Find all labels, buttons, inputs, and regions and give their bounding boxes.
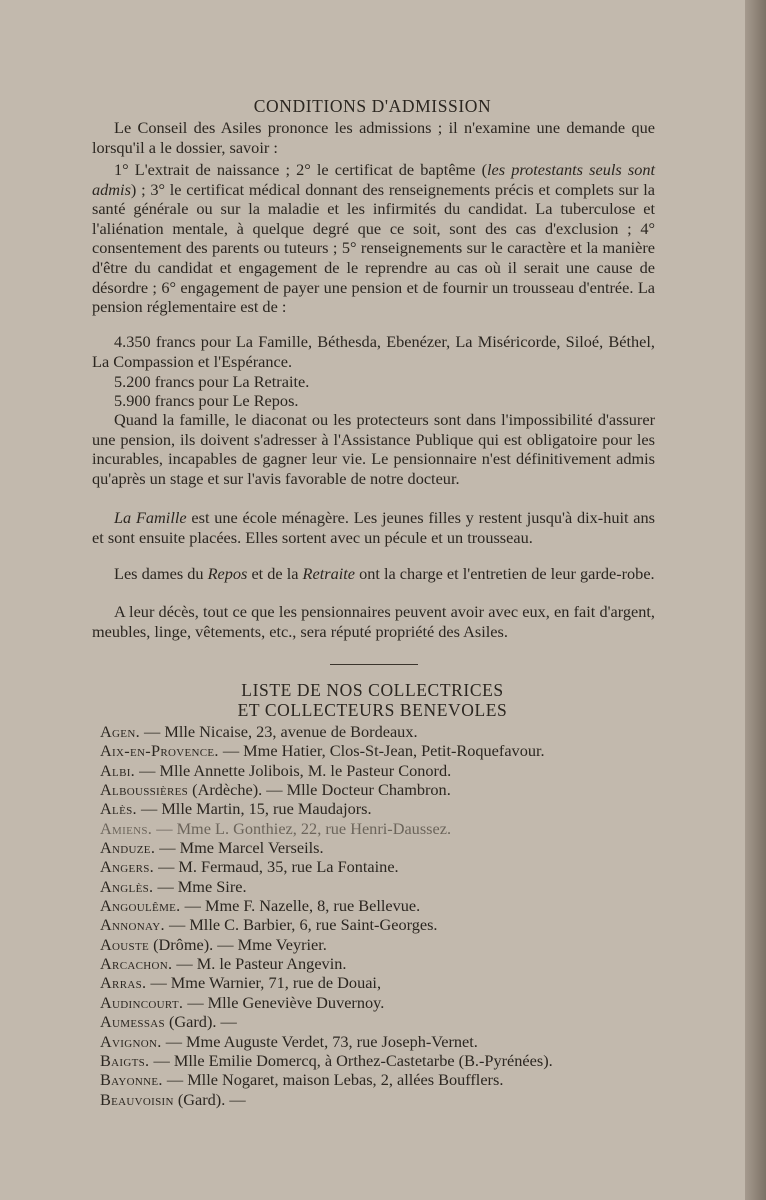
list-item (100, 838, 660, 857)
collector-detail: — Mme L. Gonthiez, 22, rue Henri-Daussez. (152, 818, 452, 838)
collector-detail: — Mlle Nogaret, maison Lebas, 2, allées Boufflers. (162, 1070, 504, 1090)
paragraph-fee-2: 5.200 francs pour La Retraite. (114, 372, 310, 391)
city-name: Amiens. (100, 818, 153, 838)
list-title-line-1: LISTE DE NOS COLLECTRICES (241, 680, 504, 700)
list-title-line-2: ET COLLECTEURS BENEVOLES (237, 700, 508, 720)
city-name: Audincourt. (100, 992, 184, 1012)
city-name: Alès. (100, 799, 137, 819)
city-name: Alboussières (100, 780, 189, 800)
paragraph-documents: 1° L'extrait de naissance ; 2° le certificat de baptême (les protestants seuls sont admis) ; 3° le certificat médical donnant des renseignements précis et complets sur la santé générale ou sur la maladie et les infirmités du candidat. La tuberculose et l'aliénation mentale, à quelque degré que ce soit, sont des cas d'exclusion ; 4° consentement des parents ou tuteurs ; 5° renseignements sur le caractère et la manière d'être du candidat et engagement de le reprendre au cas où il serait une cause de désordre ; 6° engagement de payer une pension et de fournir un trousseau d'entrée. La pension réglementaire est de : (92, 160, 655, 317)
italic-retraite: Retraite (302, 564, 355, 583)
collector-detail: — Mlle C. Barbier, 6, rue Saint-Georges. (164, 915, 438, 935)
collector-detail: — M. le Pasteur Angevin. (172, 954, 347, 974)
list-item (100, 1012, 660, 1031)
collector-detail: — Mlle Geneviève Duvernoy. (183, 992, 385, 1012)
paragraph-famille: La Famille est une école ménagère. Les jeunes filles y restent jusqu'à dix-huit ans et sont ensuite placées. Elles sortent avec un pécule et un trousseau. (92, 508, 655, 547)
collector-detail: — Mme Hatier, Clos-St-Jean, Petit-Roquefavour. (218, 741, 545, 761)
city-name: Aouste (100, 934, 150, 954)
collector-detail: (Gard). — (164, 1012, 237, 1032)
list-item (100, 722, 660, 741)
city-name: Bayonne. (100, 1070, 163, 1090)
page-edge-shadow (745, 0, 766, 1200)
paragraph-fee-3: 5.900 francs pour Le Repos. (114, 391, 299, 410)
list-item (100, 819, 660, 838)
collector-detail: — Mme Sire. (153, 876, 247, 896)
collector-detail: — M. Fermaud, 35, rue La Fontaine. (154, 857, 399, 877)
list-item (100, 935, 660, 954)
list-item (100, 1032, 660, 1051)
city-name: Avignon. (100, 1031, 162, 1051)
city-name: Arras. (100, 973, 147, 993)
list-item (100, 915, 660, 934)
list-item (100, 993, 660, 1012)
city-name: Annonay. (100, 915, 165, 935)
paragraph-deces: A leur décès, tout ce que les pensionnaires peuvent avoir avec eux, en fait d'argent, meubles, linge, vêtements, etc., sera réputé propriété des Asiles. (92, 602, 655, 641)
paragraph-dames: Les dames du Repos et de la Retraite ont la charge et l'entretien de leur garde-robe. (114, 564, 655, 583)
collector-detail: — Mlle Martin, 15, rue Maudajors. (136, 799, 372, 819)
collector-detail: (Ardèche). — Mlle Docteur Chambron. (188, 780, 451, 800)
list-item (100, 1090, 660, 1109)
list-item (100, 1051, 660, 1070)
list-item (100, 954, 660, 973)
italic-repos: Repos (207, 564, 248, 583)
city-name: Arcachon. (100, 954, 173, 974)
city-name: Beauvoisin (100, 1089, 174, 1109)
italic-protestants: les protestants seuls sont admis (92, 160, 655, 199)
city-name: Aix-en-Provence. (100, 741, 219, 761)
list-item (100, 857, 660, 876)
paragraph-intro: Le Conseil des Asiles prononce les admissions ; il n'examine une demande que lorsqu'il a le dossier, savoir : (92, 118, 655, 157)
collector-detail: — Mme Warnier, 71, rue de Douai, (146, 973, 382, 993)
list-item (100, 799, 660, 818)
list-item (100, 877, 660, 896)
list-item (100, 780, 660, 799)
collectors-list (100, 722, 660, 1109)
collector-detail: — Mlle Emilie Domercq, à Orthez-Castetarbe (B.-Pyrénées). (149, 1050, 553, 1070)
list-item (100, 1070, 660, 1089)
city-name: Angers. (100, 857, 154, 877)
city-name: Angoulême. (100, 896, 181, 916)
city-name: Aumessas (100, 1012, 165, 1032)
collector-detail: — Mme Marcel Verseils. (155, 838, 324, 858)
city-name: Anglès. (100, 876, 154, 896)
city-name: Albi. (100, 760, 136, 780)
list-item (100, 761, 660, 780)
list-item (100, 973, 660, 992)
paragraph-impossibility: Quand la famille, le diaconat ou les protecteurs sont dans l'impossibilité d'assurer une pension, ils doivent s'adresser à l'Assistance Publique qui est obligatoire pour les incurables, incapables de gagner leur vie. Le pensionnaire n'est définitivement admis qu'après un stage et sur l'avis favorable de notre docteur. (92, 410, 655, 488)
paragraph-fee-1: 4.350 francs pour La Famille, Béthesda, Ebenézer, La Miséricorde, Siloé, Béthel, La Compassion et l'Espérance. (92, 332, 655, 371)
city-name: Agen. (100, 722, 140, 741)
city-name: Anduze. (100, 838, 156, 858)
list-item (100, 896, 660, 915)
collector-detail: — Mme Auguste Verdet, 73, rue Joseph-Vernet. (161, 1031, 478, 1051)
section-divider (330, 664, 418, 665)
collector-detail: — Mlle Nicaise, 23, avenue de Bordeaux. (139, 722, 418, 741)
conditions-title: CONDITIONS D'ADMISSION (253, 96, 492, 116)
city-name: Baigts. (100, 1050, 150, 1070)
italic-la-famille: La Famille (114, 508, 187, 527)
collector-detail: — Mlle Annette Jolibois, M. le Pasteur Conord. (135, 760, 452, 780)
collector-detail: (Drôme). — Mme Veyrier. (149, 934, 327, 954)
collector-detail: — Mme F. Nazelle, 8, rue Bellevue. (180, 896, 421, 916)
list-item (100, 741, 660, 760)
collector-detail: (Gard). — (173, 1089, 246, 1109)
